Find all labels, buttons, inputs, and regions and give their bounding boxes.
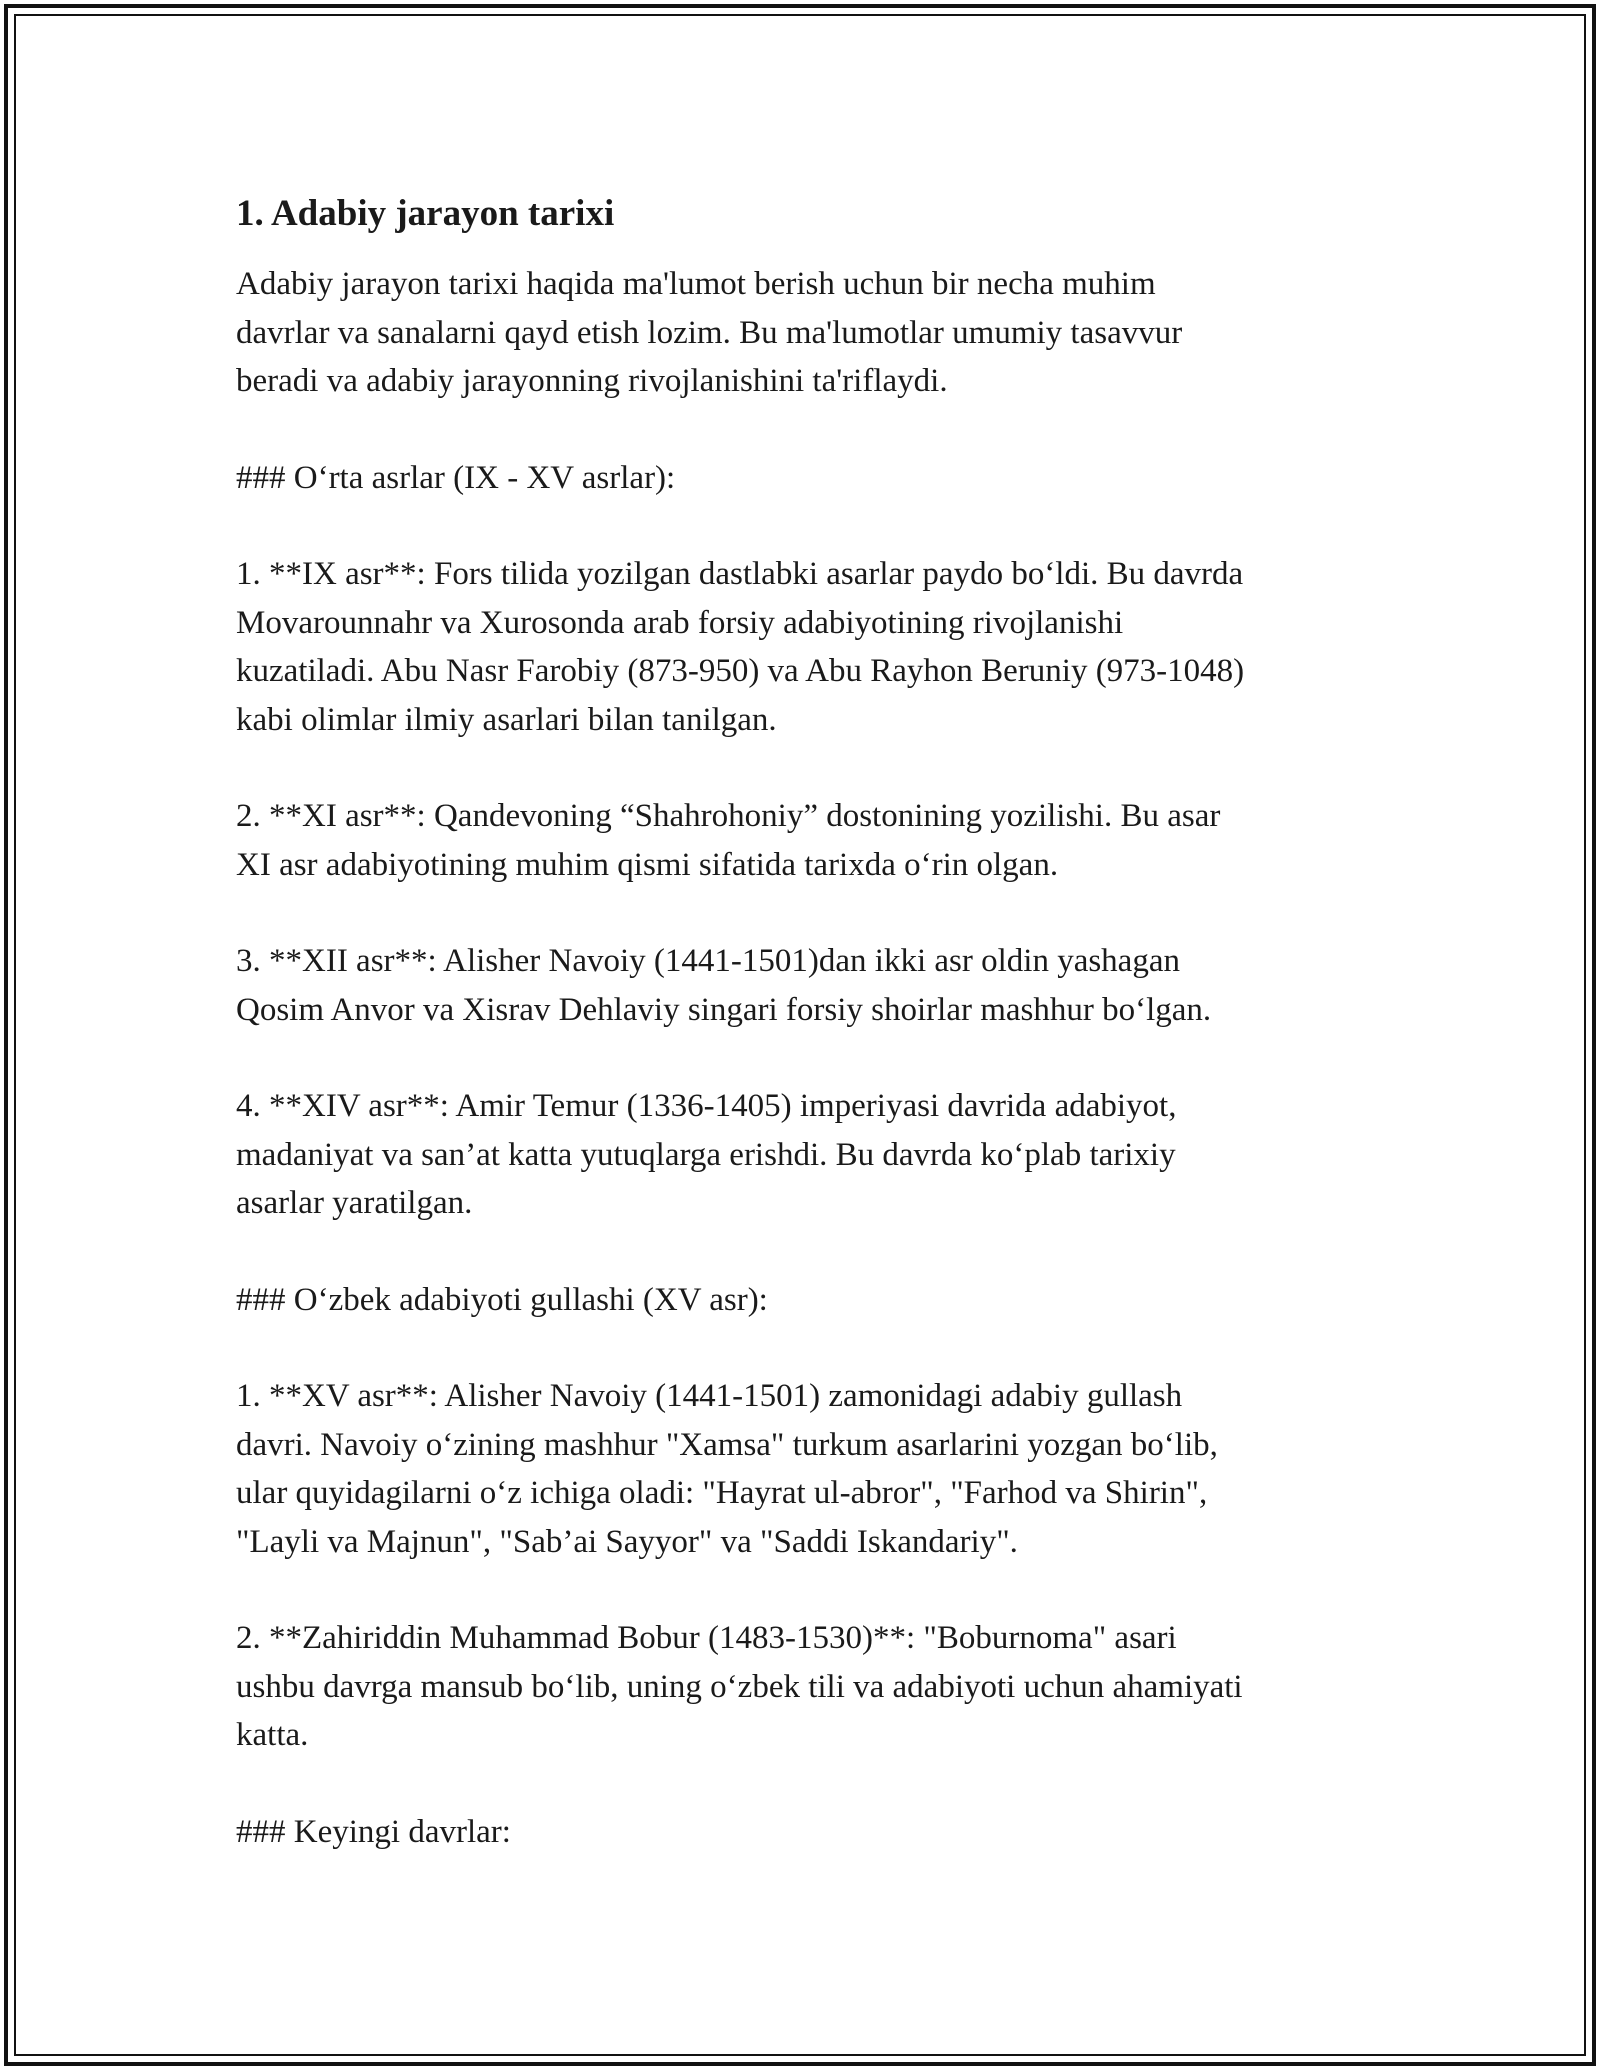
list-item-xiv-century: 4. **XIV asr**: Amir Temur (1336-1405) imperiyasi davrida adabiyot, madaniyat va san’at katta yutuqlarga erishdi. Bu davrda ko‘plab tarixiy asarlar yaratilgan. xyxy=(236,1088,1177,1221)
document-body xyxy=(236,190,1396,1904)
list-item-xii-century: 3. **XII asr**: Alisher Navoiy (1441-1501)dan ikki asr oldin yashagan Qosim Anvor va Xisrav Dehlaviy singari forsiy shoirlar mashhur bo‘lgan. xyxy=(236,943,1212,1028)
list-item-xi-century: 2. **XI asr**: Qandevoning “Shahrohoniy” dostonining yozilishi. Bu asar XI asr adabiyotining muhim qismi sifatida tarixda o‘rin olgan. xyxy=(236,798,1221,883)
list-item-xv-century: 1. **XV asr**: Alisher Navoiy (1441-1501) zamonidagi adabiy gullash davri. Navoiy o‘zining mashhur "Xamsa" turkum asarlarini yozgan bo‘lib, ular quyidagilarni o‘z ichiga oladi: "Hayrat ul-abror", "Farhod va Shirin", "Layli va Majnun", "Sab’ai Sayyor" va "Saddi Iskandariy". xyxy=(236,1378,1218,1560)
list-item-bobur: 2. **Zahiriddin Muhammad Bobur (1483-1530)**: "Boburnoma" asari ushbu davrga mansub bo‘lib, uning o‘zbek tili va adabiyoti uchun ahamiyati katta. xyxy=(236,1620,1243,1753)
section-heading-uzbek-literature: ### O‘zbek adabiyoti gullashi (XV asr): xyxy=(236,1281,768,1318)
section-heading-later-periods: ### Keyingi davrlar: xyxy=(236,1813,511,1850)
section-heading-middle-ages: ### O‘rta asrlar (IX - XV asrlar): xyxy=(236,459,676,496)
intro-paragraph: Adabiy jarayon tarixi haqida ma'lumot berish uchun bir necha muhim davrlar va sanalarni qayd etish lozim. Bu ma'lumotlar umumiy tasavvur beradi va adabiy jarayonning rivojlanishini ta'riflaydi. xyxy=(236,266,1183,399)
document-title: 1. Adabiy jarayon tarixi xyxy=(236,193,615,234)
list-item-ix-century: 1. **IX asr**: Fors tilida yozilgan dastlabki asarlar paydo bo‘ldi. Bu davrda Movarounnahr va Xurosonda arab forsiy adabiyotining rivojlanishi kuzatiladi. Abu Nasr Farobiy (873-950) va Abu Rayhon Beruniy (973-1048) kabi olimlar ilmiy asarlari bilan tanilgan. xyxy=(236,556,1245,738)
